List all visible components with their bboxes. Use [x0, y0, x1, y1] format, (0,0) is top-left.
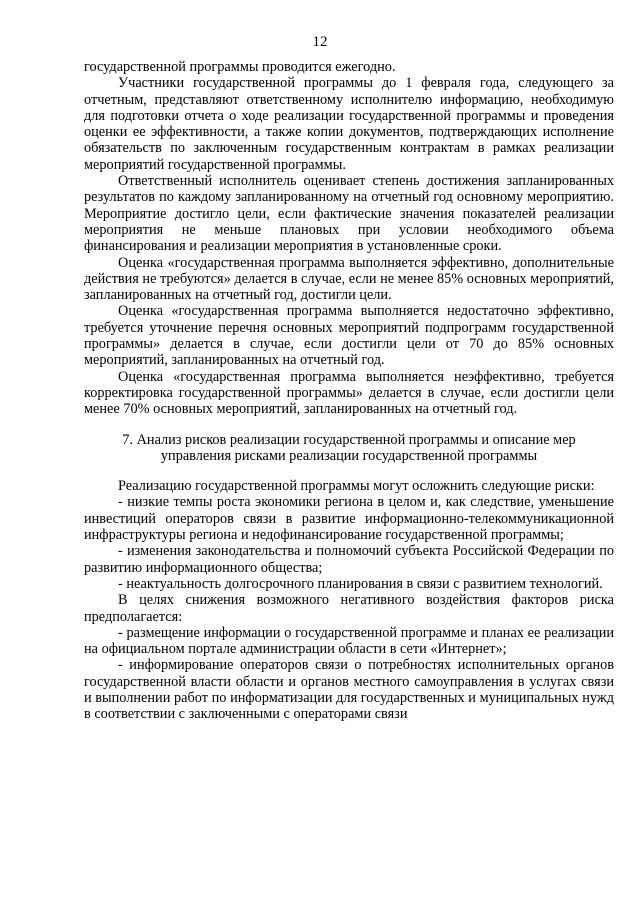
- page-number: 12: [312, 34, 328, 50]
- paragraph: Ответственный исполнитель оценивает степень достижения запланированных результатов по каждому запланированному на отчетный год основному мероприятию. Мероприятие достигло цели, если фактические значения показателей реализации мероприятия не меньше плановых при условии необходимого объема финансирования и реализации мероприятия в установленные сроки.: [84, 173, 614, 255]
- paragraph: Участники государственной программы до 1 февраля года, следующего за отчетным, представляют ответственному исполнителю информацию, необходимую для подготовки отчета о ходе реализации государственной программы и проведения оценки ее эффективности, а также копии документов, подтверждающих исполнение обязательств по заключенным государственным контрактам в рамках реализации мероприятий государственной программы.: [84, 75, 614, 173]
- paragraph: Оценка «государственная программа выполняется неэффективно, требуется корректировка государственной программы» делается в случае, если достигли цели менее 70% основных мероприятий, запланированных на отчетный год.: [84, 368, 614, 418]
- paragraph: Оценка «государственная программа выполняется недостаточно эффективно, требуется уточнение перечня основных мероприятий подпрограмм государственной программы» делается в случае, если достигли цели от 70 до 85% основных мероприятий, запланированных на отчетный год.: [84, 303, 614, 369]
- list-item: - неактуальность долгосрочного планирования в связи с развитием технологий.: [118, 575, 603, 592]
- list-item: - изменения законодательства и полномочий субъекта Российской Федерации по развитию информационного общества;: [84, 543, 614, 576]
- section-heading: [84, 432, 614, 465]
- section-heading-line: управления рисками реализации государственной программы: [160, 447, 538, 464]
- page-content: [84, 59, 614, 723]
- list-item: - размещение информации о государственной программе и планах ее реализации на официальном портале администрации области в сети «Интернет»;: [84, 624, 614, 658]
- measures-intro: В целях снижения возможного негативного воздействия факторов риска предполагается:: [84, 592, 614, 625]
- paragraph: Оценка «государственная программа выполняется эффективно, дополнительные действия не требуются» делается в случае, если не менее 85% основных мероприятий, запланированных на отчетный год, достигли цели.: [84, 254, 614, 304]
- list-item: - низкие темпы роста экономики региона в целом и, как следствие, уменьшение инвестиций операторов связи в развитие информационно-телекоммуникационной инфраструктуры региона и недофинансирование государственной программы;: [84, 494, 614, 544]
- paragraph: государственной программы проводится ежегодно.: [84, 59, 396, 75]
- section-heading-line: 7. Анализ рисков реализации государственной программы и описание мер: [122, 431, 576, 448]
- risks-intro: Реализацию государственной программы могут осложнить следующие риски:: [118, 478, 595, 495]
- list-item: - информирование операторов связи о потребностях исполнительных органов государственной власти области и органов местного самоуправления в услугах связи и выполнении работ по информатизации для государственных и муниципальных нужд в соответствии с заключенными с операторами связи: [84, 657, 614, 723]
